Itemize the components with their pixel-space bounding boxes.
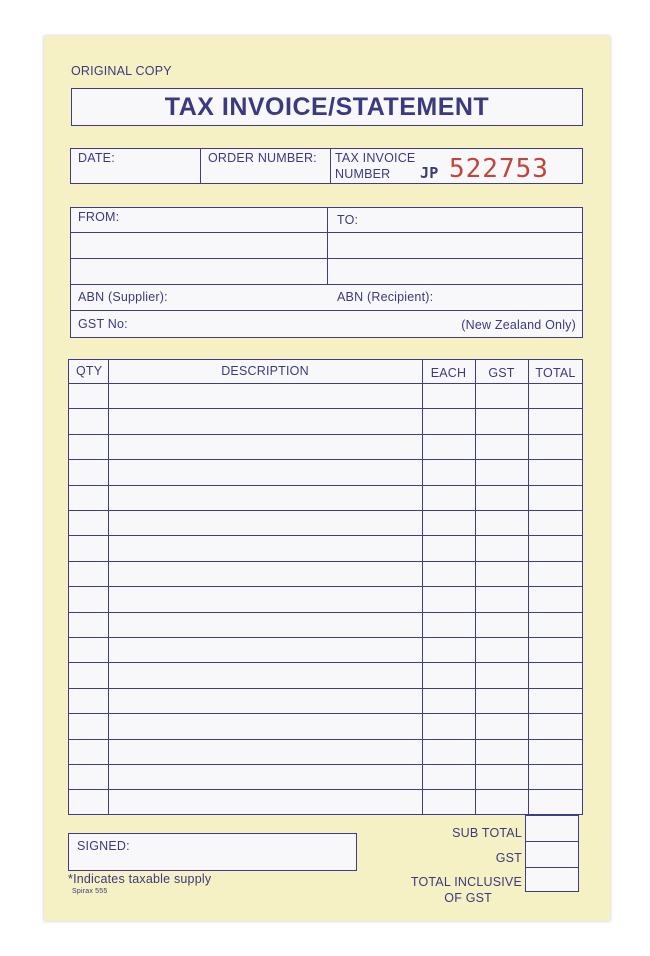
- invoice-number-label-2: NUMBER: [335, 167, 391, 181]
- signed-label: SIGNED:: [77, 839, 130, 853]
- invoice-number-label-1: TAX INVOICE: [335, 151, 416, 165]
- table-row[interactable]: [68, 789, 583, 790]
- table-row[interactable]: [68, 713, 583, 714]
- table-row[interactable]: [68, 510, 583, 511]
- page-title: TAX INVOICE/STATEMENT: [164, 93, 490, 121]
- taxable-note: *Indicates taxable supply: [68, 872, 212, 886]
- invoice-sheet: [44, 36, 610, 921]
- total-inclusive-label-1: TOTAL INCLUSIVE: [410, 875, 522, 889]
- table-row[interactable]: [68, 561, 583, 562]
- from-field[interactable]: FROM:: [78, 210, 120, 224]
- total-inclusive-label-2: OF GST: [444, 891, 492, 905]
- date-field[interactable]: DATE:: [78, 151, 115, 165]
- copy-label: ORIGINAL COPY: [71, 64, 172, 78]
- column-header-description: DESCRIPTION: [221, 364, 309, 378]
- table-row[interactable]: [68, 383, 583, 384]
- column-header-each: EACH: [430, 366, 467, 380]
- column-header-total: TOTAL: [535, 366, 576, 380]
- table-row[interactable]: [68, 662, 583, 663]
- table-row[interactable]: [68, 764, 583, 765]
- abn-recipient-field[interactable]: ABN (Recipient):: [337, 290, 434, 304]
- totals-box: [525, 815, 579, 892]
- to-field[interactable]: TO:: [337, 213, 359, 227]
- table-row[interactable]: [68, 408, 583, 409]
- gst-number-field[interactable]: GST No:: [78, 317, 128, 331]
- column-header-qty: QTY: [76, 364, 103, 378]
- invoice-prefix: JP: [420, 164, 439, 182]
- table-row[interactable]: [68, 612, 583, 613]
- table-row[interactable]: [68, 535, 583, 536]
- table-row[interactable]: [68, 739, 583, 740]
- nz-only-note: (New Zealand Only): [461, 318, 576, 332]
- gst-total-label: GST: [495, 851, 522, 865]
- sub-total-label: SUB TOTAL: [452, 826, 522, 840]
- invoice-number: 522753: [449, 154, 549, 184]
- order-number-field[interactable]: ORDER NUMBER:: [208, 151, 317, 165]
- table-row[interactable]: [68, 637, 583, 638]
- product-code: Spirax 555: [72, 888, 108, 895]
- abn-supplier-field[interactable]: ABN (Supplier):: [78, 290, 168, 304]
- column-header-gst: GST: [488, 366, 515, 380]
- table-row[interactable]: [68, 586, 583, 587]
- table-row[interactable]: [68, 688, 583, 689]
- table-row[interactable]: [68, 434, 583, 435]
- table-row[interactable]: [68, 485, 583, 486]
- table-row[interactable]: [68, 459, 583, 460]
